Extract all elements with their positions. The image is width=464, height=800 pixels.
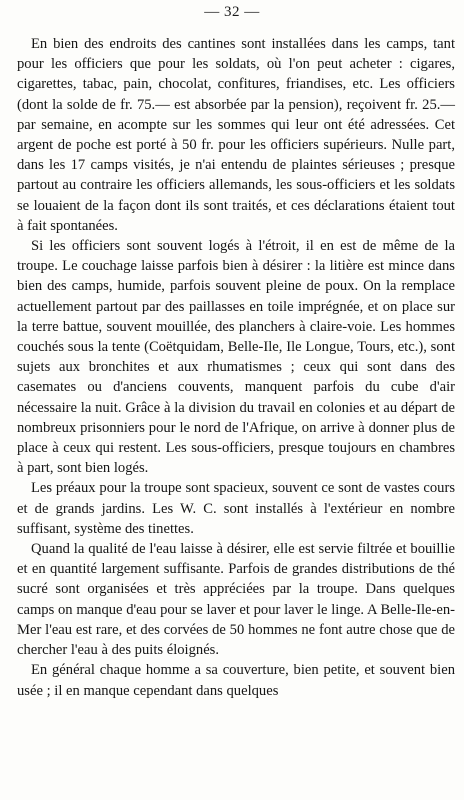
paragraph-blankets: En général chaque homme a sa couverture, bien petite, et souvent bien usée ; il en manque cependant dans quelques [17, 662, 455, 699]
paragraph-canteens: En bien des endroits des cantines sont installées dans les camps, tant pour les officiers que pour les soldats, où l'on peut acheter : cigares, cigarettes, tabac, pain, chocolat, confitures, friandises, etc. Les officiers (dont la solde de fr. 75.— est absorbée par la pension), reçoivent fr. 25.— par semaine, en acompte sur les sommes qui leur ont été adressées. Cet argent de poche est porté à 50 fr. pour les officiers supérieurs. Nulle part, dans les 17 camps visités, je n'ai entendu de plaintes sérieuses ; presque partout au contraire les officiers allemands, les sous-officiers et les soldats se louaient de la façon dont ils sont traités, et ces déclarations étaient tout à fait spontanées. [17, 36, 455, 234]
paragraph-yards: Les préaux pour la troupe sont spacieux, souvent ce sont de vastes cours et de grands jardins. Les W. C. sont installés à l'extérieur en nombre suffisant, système des tinettes. [17, 480, 455, 537]
paragraph-water: Quand la qualité de l'eau laisse à désirer, elle est servie filtrée et bouillie et en quantité largement suffisante. Parfois de grandes distributions de thé sucré sont organisées et très appréciées par la troupe. Dans quelques camps on manque d'eau pour se laver et pour laver le linge. A Belle-Ile-en-Mer l'eau est rare, et des corvées de 50 hommes ne font autre chose que de chercher l'eau à des puits éloignés. [17, 541, 455, 659]
body-text [17, 34, 455, 701]
page-number: — 32 — [204, 4, 260, 20]
paragraph-lodging: Si les officiers sont souvent logés à l'étroit, il en est de même de la troupe. Le couchage laisse parfois bien à désirer : la litière est mince dans bien des camps, humide, parfois souvent pleine de poux. On la remplace actuellement partout par des paillasses en toile imprégnée, et on place sur la terre battue, souvent mouillée, des planchers à claire-voie. Les hommes couchés sous la tente (Coëtquidam, Belle-Ile, Ile Longue, Tours, etc.), sont sujets aux bronchites et aux rhumatismes ; ceux qui sont dans des casemates ou d'anciens couvents, manquent parfois du cube d'air nécessaire la nuit. Grâce à la division du travail en colonies et au départ de nombreux prisonniers pour le nord de l'Afrique, on arrive à donner plus de place à ceux qui restent. Les sous-officiers, presque toujours en chambres à part, sont bien logés. [17, 238, 455, 477]
